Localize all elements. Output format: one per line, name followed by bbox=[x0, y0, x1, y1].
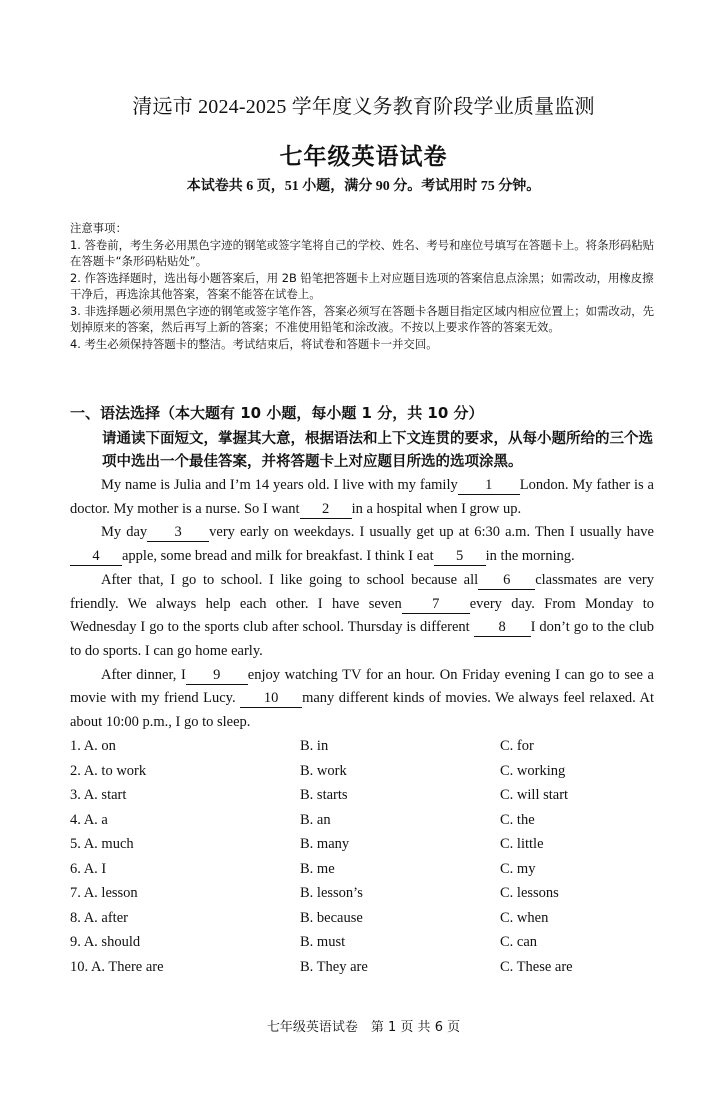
option-a: 4. A. a bbox=[70, 811, 108, 828]
option-c: C. little bbox=[500, 836, 544, 852]
question-row bbox=[70, 738, 660, 763]
option-b: B. many bbox=[300, 836, 350, 852]
exam-header-title: 清远市 2024-2025 学年度义务教育阶段学业质量监测 bbox=[132, 96, 595, 118]
notes-item: 3. 非选择题必须用黑色字迹的钢笔或签字笔作答，答案必须写在答题卡各题目指定区域内相应位置上；如需改动，先划掉原来的答案，然后再写上新的答案；不准使用铅笔和涂改液。不按以上要求作答的答案无效。 bbox=[70, 303, 655, 334]
passage-text: in the morning. bbox=[485, 548, 575, 565]
notes-item: 4. 考生必须保持答题卡的整洁。考试结束后，将试卷和答题卡一并交回。 bbox=[70, 336, 438, 351]
notes-item: 2. 作答选择题时，选出每小题答案后，用 2B 铅笔把答题卡上对应题目选项的答案信息点涂黑；如需改动，用橡皮擦干净后，再选涂其他答案，答案不能答在试卷上。 bbox=[70, 270, 654, 301]
passage-text: very early on weekdays. I usually get up at 6:30 a.m. Then I usually have bbox=[209, 524, 654, 541]
blank-5: 5 bbox=[434, 548, 486, 566]
blank-10: 10 bbox=[240, 690, 302, 708]
question-row bbox=[70, 787, 660, 812]
blank-6: 6 bbox=[478, 572, 535, 590]
passage-text: many different kinds of movies. We always feel relaxed. At about 10:00 p.m., I go to sleep. bbox=[70, 690, 654, 731]
option-a: 10. A. There are bbox=[70, 958, 164, 975]
passage-paragraph bbox=[70, 521, 654, 568]
option-c: C. for bbox=[500, 738, 534, 754]
option-c: C. These are bbox=[500, 958, 573, 975]
option-b: B. in bbox=[300, 738, 329, 754]
option-c: C. will start bbox=[500, 787, 569, 803]
option-a: 5. A. much bbox=[70, 836, 134, 852]
passage-text: My day bbox=[101, 524, 148, 541]
reading-passage bbox=[70, 474, 654, 735]
passage-text: classmates are very friendly. We always help each other. I have seven bbox=[70, 571, 654, 612]
option-b: B. because bbox=[300, 909, 363, 926]
option-c: C. when bbox=[500, 909, 549, 926]
option-c: C. my bbox=[500, 860, 536, 877]
passage-text: enjoy watching TV for an hour. On Friday evening I can go to see a movie with my friend Lucy. bbox=[70, 666, 654, 707]
question-row bbox=[70, 959, 660, 984]
passage-text: My name is Julia and I’m 14 years old. I live with my family bbox=[101, 477, 458, 493]
passage-text: After that, I go to school. I like going to school because all bbox=[101, 571, 479, 588]
passage-paragraph bbox=[70, 664, 654, 735]
question-options bbox=[70, 738, 660, 983]
passage-text: After dinner, I bbox=[101, 666, 186, 683]
blank-2: 2 bbox=[300, 501, 352, 519]
section-instruction: 请通读下面短文，掌握其大意，根据语法和上下文连贯的要求，从每小题所给的三个选项中选出一个最佳答案，并将答题卡上对应题目所选的选项涂黑。 bbox=[102, 431, 653, 470]
option-a: 7. A. lesson bbox=[70, 885, 138, 901]
question-row bbox=[70, 934, 660, 959]
option-a: 3. A. start bbox=[70, 787, 127, 803]
option-a: 1. A. on bbox=[70, 738, 116, 754]
blank-4: 4 bbox=[70, 548, 122, 566]
blank-9: 9 bbox=[186, 667, 248, 685]
option-b: B. me bbox=[300, 860, 335, 877]
question-row bbox=[70, 763, 660, 788]
option-b: B. They are bbox=[300, 958, 368, 975]
passage-text: every day. From Monday to Wednesday I go to the sports club after school. Thursday is different bbox=[70, 595, 654, 636]
notes-section bbox=[70, 220, 660, 352]
question-row bbox=[70, 812, 660, 837]
question-row bbox=[70, 910, 660, 935]
option-a: 9. A. should bbox=[70, 934, 141, 950]
exam-subtitle: 本试卷共 6 页，51 小题，满分 90 分。考试用时 75 分钟。 bbox=[186, 179, 541, 194]
option-a: 8. A. after bbox=[70, 909, 128, 926]
option-b: B. lesson’s bbox=[300, 885, 363, 901]
passage-text: I don’t go to the club to do sports. I can go home early. bbox=[70, 619, 655, 659]
question-row bbox=[70, 885, 660, 910]
blank-1: 1 bbox=[458, 477, 520, 495]
passage-text: apple, some bread and milk for breakfast. I think I eat bbox=[122, 548, 434, 565]
passage-text: in a hospital when I grow up. bbox=[351, 500, 522, 517]
option-a: 6. A. I bbox=[70, 860, 107, 877]
blank-3: 3 bbox=[147, 524, 209, 542]
passage-text: London. My father is a doctor. My mother is a nurse. So I want bbox=[70, 477, 654, 517]
option-a: 2. A. to work bbox=[70, 762, 147, 779]
option-c: C. working bbox=[500, 762, 566, 779]
notes-heading: 注意事项： bbox=[70, 221, 127, 235]
question-row bbox=[70, 836, 660, 861]
passage-paragraph bbox=[70, 474, 654, 521]
option-b: B. an bbox=[300, 811, 331, 828]
option-b: B. must bbox=[300, 934, 346, 950]
section-heading: 一、语法选择（本大题有 10 小题，每小题 1 分，共 10 分） bbox=[70, 404, 484, 422]
page-footer: 七年级英语试卷 第 1 页 共 6 页 bbox=[266, 1020, 461, 1035]
option-c: C. can bbox=[500, 934, 538, 950]
notes-item: 1. 答卷前，考生务必用黑色字迹的钢笔或签字笔将自己的学校、姓名、考号和座位号填写在答题卡上。将条形码粘贴在答题卡“条形码粘贴处”。 bbox=[70, 237, 655, 268]
blank-8: 8 bbox=[474, 619, 531, 637]
option-b: B. work bbox=[300, 762, 347, 779]
option-c: C. the bbox=[500, 811, 535, 828]
option-b: B. starts bbox=[300, 787, 348, 803]
passage-paragraph bbox=[70, 569, 654, 664]
exam-subject-title: 七年级英语试卷 bbox=[279, 144, 448, 169]
option-c: C. lessons bbox=[500, 885, 559, 901]
question-row bbox=[70, 861, 660, 886]
blank-7: 7 bbox=[402, 596, 470, 614]
